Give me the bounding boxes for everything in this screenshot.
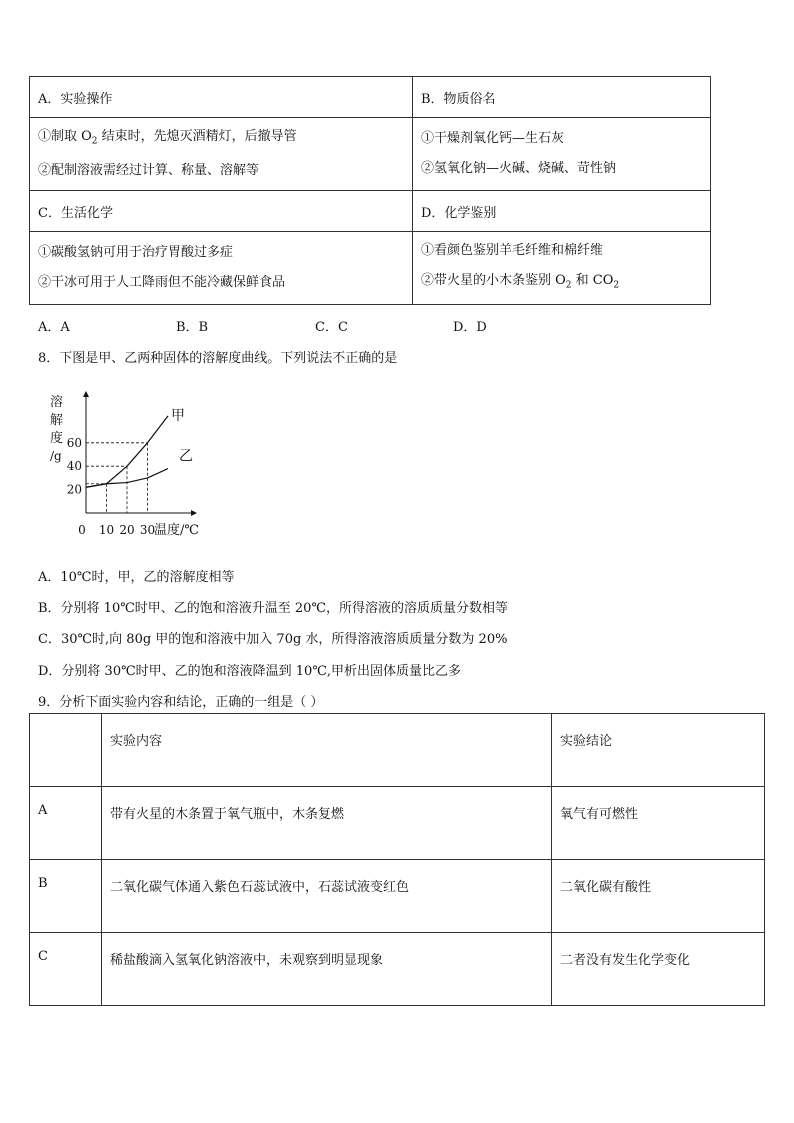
table-row[interactable] xyxy=(30,787,765,860)
cell-b-header: B．物质俗名 xyxy=(413,77,711,118)
cell-c-header: C．生活化学 xyxy=(30,191,413,232)
q8-option-a[interactable]: A．10℃时，甲，乙的溶解度相等 xyxy=(38,570,235,585)
y-tick-label: 20 xyxy=(66,482,82,497)
solubility-chart xyxy=(44,386,214,546)
experiment-content: 稀盐酸滴入氢氧化钠溶液中，未观察到明显现象 xyxy=(102,933,552,1006)
ylabel-char-1: 溶 xyxy=(50,395,64,410)
x-tick-label: 10 xyxy=(98,523,115,537)
q9-stem: 9．分析下面实验内容和结论，正确的一组是（ ） xyxy=(38,695,324,710)
table-row[interactable] xyxy=(30,860,765,933)
question9-table xyxy=(29,713,765,1006)
a-line1: ①制取 $O_2$ 结束时，先熄灭酒精灯，后撤导管 xyxy=(38,128,297,147)
b-line2: ②氢氧化钠—火碱、烧碱、苛性钠 xyxy=(421,161,617,176)
series-label: 乙 xyxy=(179,448,193,465)
c-line2: ②干冰可用于人工降雨但不能冷藏保鲜食品 xyxy=(38,275,286,290)
experiment-conclusion: 氧气有可燃性 xyxy=(552,787,765,860)
table-row xyxy=(30,714,765,787)
x-tick-label: 0 xyxy=(78,523,86,537)
q7-option-d[interactable]: D．D xyxy=(453,320,487,335)
experiment-content: 二氧化碳气体通入紫色石蕊试液中，石蕊试液变红色 xyxy=(102,860,552,933)
cell-c-body xyxy=(30,232,413,305)
cell-d-body xyxy=(413,232,711,305)
cell-b-body xyxy=(413,118,711,191)
row-label: A xyxy=(30,787,102,860)
x-tick-label: 30 xyxy=(139,523,156,537)
c-line1: ①碳酸氢钠可用于治疗胃酸过多症 xyxy=(38,245,234,260)
q8-option-d[interactable]: D．分别将 30℃时甲、乙的饱和溶液降温到 10℃,甲析出固体质量比乙多 xyxy=(38,664,461,679)
experiment-content: 带有火星的木条置于氧气瓶中，木条复燃 xyxy=(102,787,552,860)
cell-a-header: A．实验操作 xyxy=(30,77,413,118)
experiment-conclusion: 二者没有发生化学变化 xyxy=(552,933,765,1006)
ylabel-char-4: /g xyxy=(50,449,62,463)
experiment-conclusion: 二氧化碳有酸性 xyxy=(552,860,765,933)
y-tick-label: 60 xyxy=(66,435,82,450)
q7-option-b[interactable]: B．B xyxy=(176,320,209,335)
d-line1: ①看颜色鉴别羊毛纤维和棉纤维 xyxy=(421,242,604,258)
q7-option-c[interactable]: C．C xyxy=(315,320,348,335)
d-line2: ②带火星的小木条鉴别 $O_2$ 和 $CO_2$ xyxy=(421,272,620,291)
table-header-cell: 实验内容 xyxy=(102,714,552,787)
q7-option-a[interactable]: A．A xyxy=(38,320,70,335)
cell-a-body xyxy=(30,118,413,191)
row-label: C xyxy=(30,933,102,1006)
q8-option-c[interactable]: C．30℃时,向 80g 甲的饱和溶液中加入 70g 水，所得溶液溶质质量分数为 20% xyxy=(38,632,508,647)
y-tick-label: 40 xyxy=(66,459,82,474)
x-axis-label: 温度/℃ xyxy=(154,523,199,538)
table-header-cell: 实验结论 xyxy=(552,714,765,787)
x-tick-label: 20 xyxy=(119,523,135,537)
table-row[interactable] xyxy=(30,933,765,1006)
ylabel-char-2: 解 xyxy=(50,413,64,428)
q8-option-b[interactable]: B．分别将 10℃时甲、乙的饱和溶液升温至 20℃，所得溶液的溶质质量分数相等 xyxy=(38,601,508,616)
row-label: B xyxy=(30,860,102,933)
series-label: 甲 xyxy=(171,407,185,424)
table-header-cell xyxy=(30,714,102,787)
question7-table xyxy=(29,76,711,305)
q8-stem: 8．下图是甲、乙两种固体的溶解度曲线。下列说法不正确的是 xyxy=(38,351,398,366)
a-line2: ②配制溶液需经过计算、称量、溶解等 xyxy=(38,163,260,179)
cell-d-header: D．化学鉴别 xyxy=(413,191,711,232)
b-line1: ①干燥剂氧化钙—生石灰 xyxy=(421,131,565,146)
ylabel-char-3: 度 xyxy=(50,431,64,446)
